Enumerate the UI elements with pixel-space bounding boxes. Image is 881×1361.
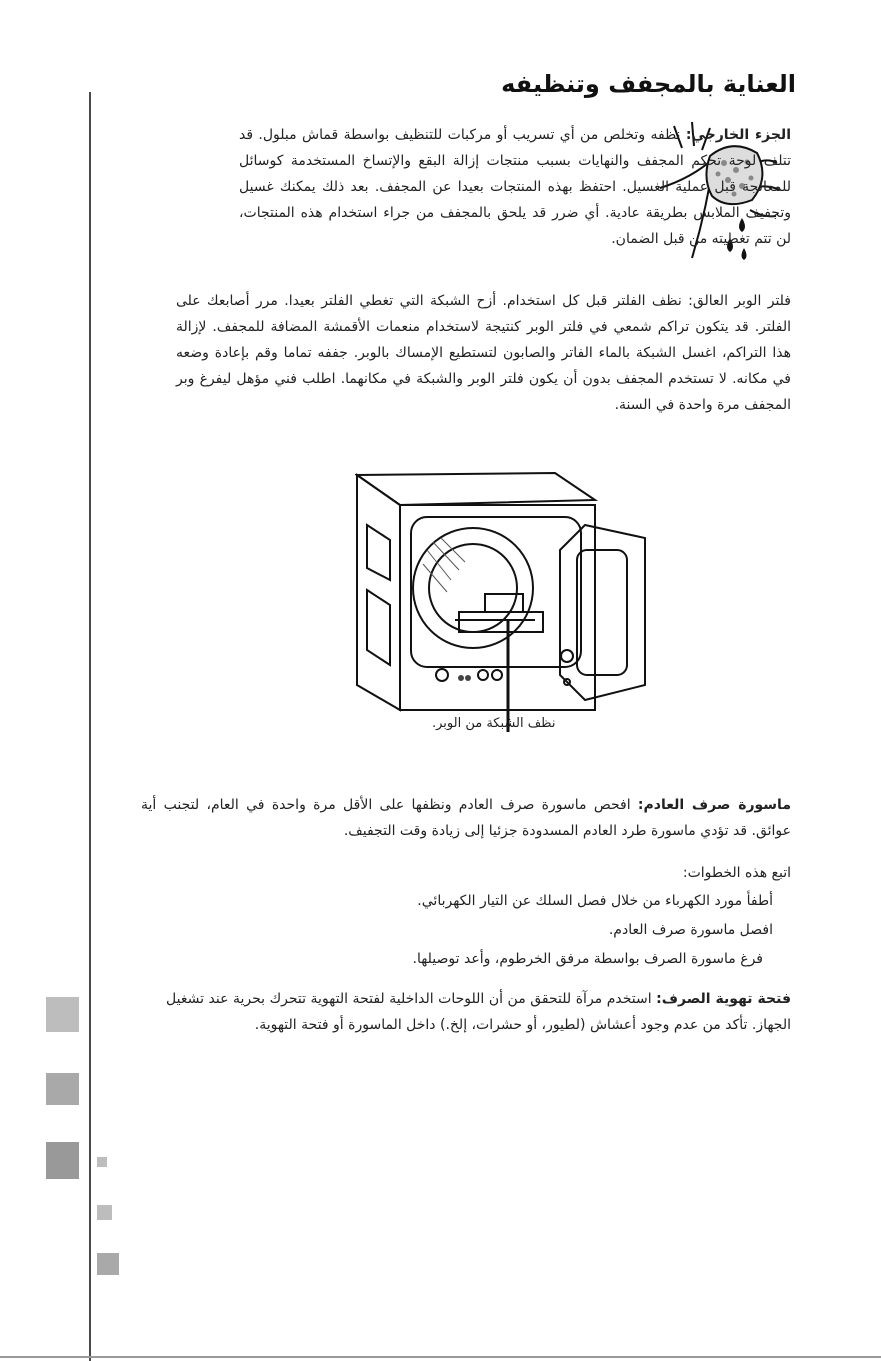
lint-filter-text: نظف الفلتر قبل كل استخدام. أزح الشبكة التي تغطي الفلتر بعيدا. مرر أصابعك على الفلتر. قد يتكون تراكم شمعي في فلتر الوبر كنتيجة لاستخدام منعمات الأقمشة المضافة للمجفف. لإزالة هذا التراكم، اغسل الشبكة بالماء الفاتر والصابون لتستطيع الإمساك بالوبر. جففه تماما وقم بإعادة وضعه في مكانه. لا تستخدم المجفف بدون أن يكون فلتر الوبر والشبكة في مكانهما. اطلب فني مؤهل ليفرغ وبر المجفف مرة واحدة في السنة. [176, 293, 791, 413]
margin-rule [89, 92, 91, 1361]
side-tab-1 [46, 997, 79, 1032]
exterior-text: نظفه وتخلص من أي تسريب أو مركبات للتنظيف بواسطة قماش مبلول. قد تتلف لوحة تحكم المجفف والنهايات بسبب منتجات إزالة البقع والإتساخ المستخدمة كوسائل للمعالجة قبل عملية الغسيل. احتفظ بهذه المنتجات بعيدا عن المجفف. بعد ذلك يمكنك غسيل وتجفيف الملابس بطريقة عادية. أي ضرر قد يلحق بالمجفف من جراء استخدام هذه المنتجات، لن تتم تغطيته من قبل الضمان. [239, 127, 791, 247]
list-item: فرغ ماسورة الصرف بواسطة مرفق الخرطوم، وأعد توصيلها. [412, 951, 763, 967]
lint-filter-section [176, 288, 791, 418]
steps-intro: اتبع هذه الخطوات: [682, 865, 791, 881]
exhaust-hose-section [141, 792, 791, 844]
figure-caption: نظف الشبكة من الوبر. [432, 716, 556, 731]
marker-square-1 [97, 1157, 107, 1167]
marker-square-2 [97, 1205, 112, 1220]
vent-section [166, 986, 791, 1038]
page-bottom-edge [0, 1356, 881, 1358]
exhaust-hose-heading: ماسورة صرف العادم: [637, 797, 791, 813]
side-tab-3 [46, 1142, 79, 1179]
dryer-illustration [355, 470, 655, 735]
vent-heading: فتحة تهوية الصرف: [656, 991, 791, 1007]
exhaust-hose-text: افحص ماسورة صرف العادم ونظفها على الأقل مرة واحدة في العام، لتجنب أية عوائق. قد تؤدي ماسورة طرد العادم المسدودة جزئيا إلى زيادة وقت التجفيف. [141, 797, 791, 839]
list-item: افصل ماسورة صرف العادم. [608, 922, 773, 938]
lint-filter-heading: فلتر الوبر العالق: [688, 293, 791, 309]
side-tab-2 [46, 1073, 79, 1105]
exterior-section [239, 122, 791, 252]
steps-list [413, 888, 774, 975]
vent-text: استخدم مرآة للتحقق من أن اللوحات الداخلية لفتحة التهوية تتحرك بحرية عند تشغيل الجهاز. تأكد من عدم وجود أعشاش (لطيور، أو حشرات، إلخ.) داخل الماسورة أو فتحة التهوية. [166, 991, 791, 1033]
marker-square-3 [97, 1253, 119, 1275]
page-title: العناية بالمجفف وتنظيفه [501, 70, 796, 98]
exterior-heading: الجزء الخارجي: [685, 127, 791, 143]
list-item: أطفأ مورد الكهرباء من خلال فصل السلك عن التيار الكهربائي. [417, 893, 773, 909]
